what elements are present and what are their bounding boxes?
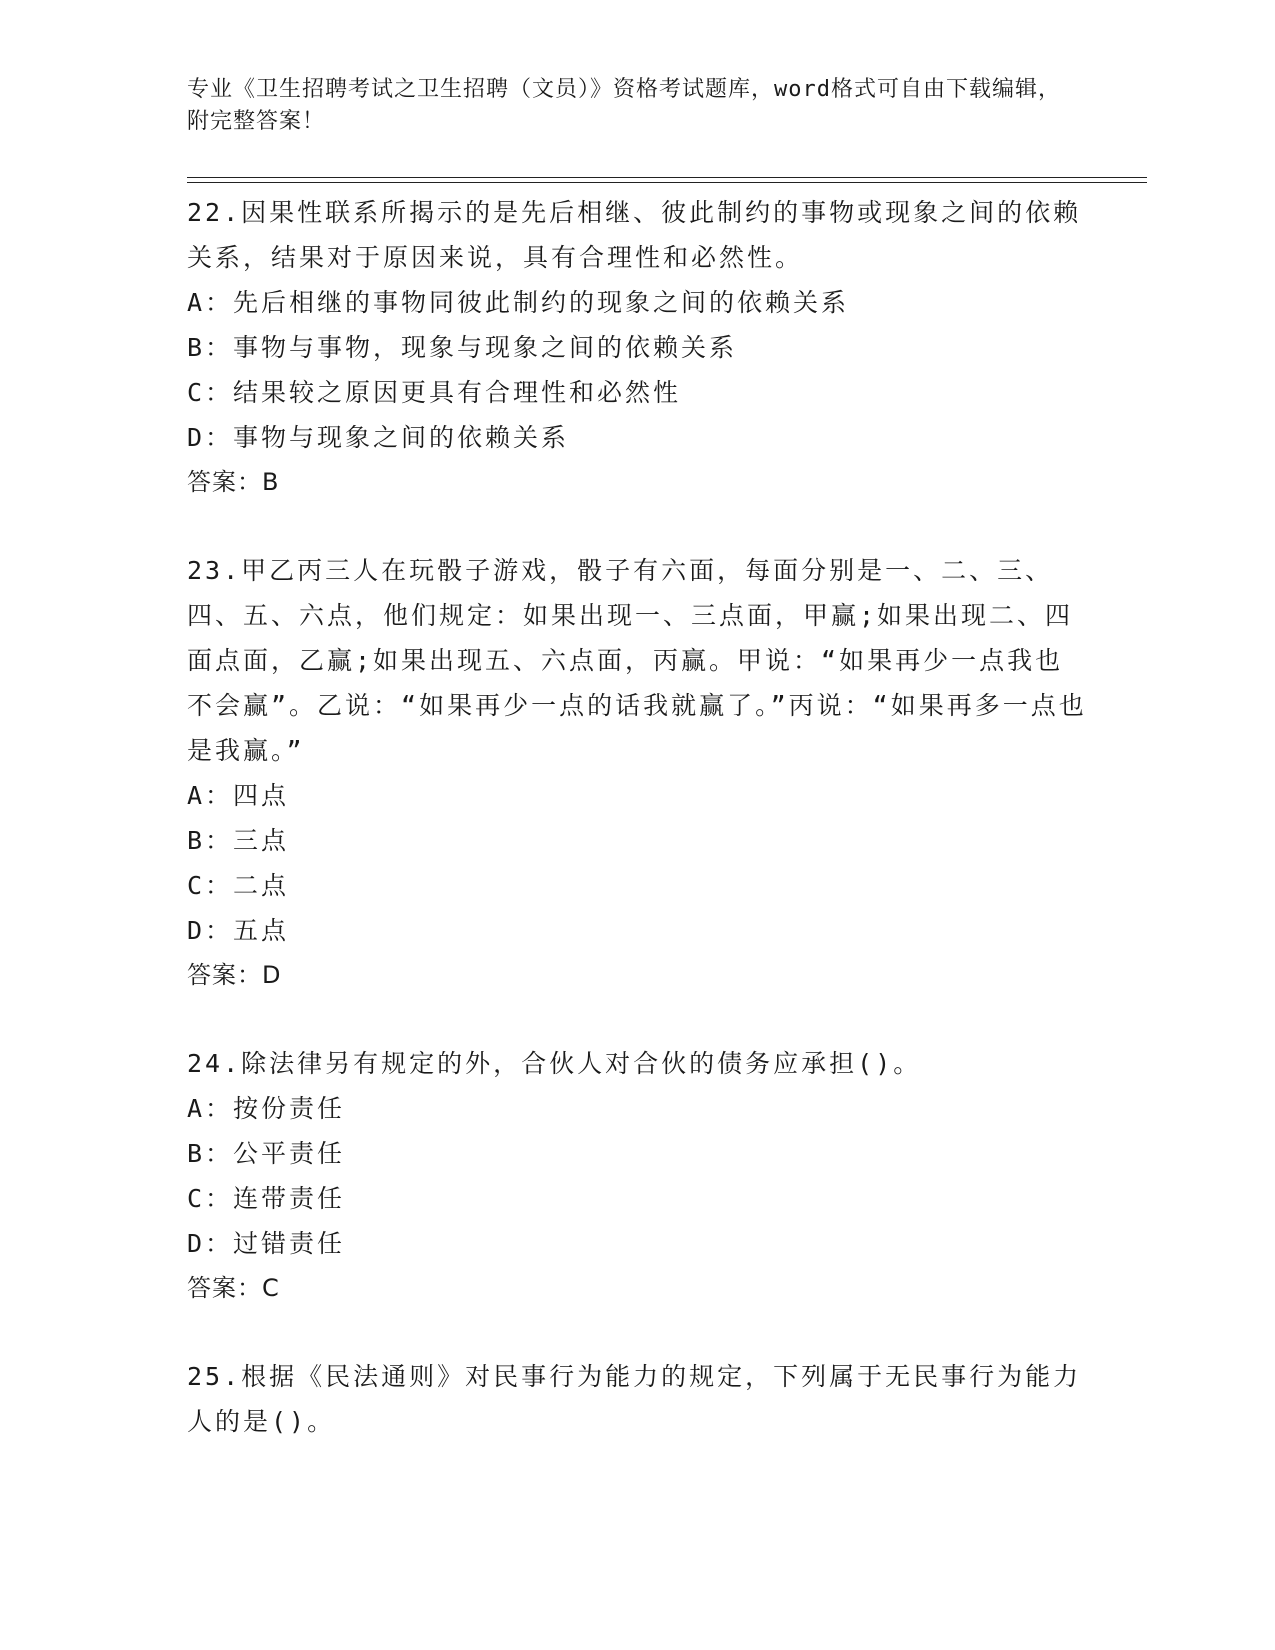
question-item <box>187 190 1087 505</box>
question-stem: 22.因果性联系所揭示的是先后相继、彼此制约的事物或现象之间的依赖关系，结果对于原因来说，具有合理性和必然性。 <box>187 198 1082 272</box>
question-stem: 24.除法律另有规定的外，合伙人对合伙的债务应承担()。 <box>187 1049 922 1078</box>
question-stem: 23.甲乙丙三人在玩骰子游戏，骰子有六面，每面分别是一、二、三、四、五、六点，他们规定：如果出现一、三点面，甲赢;如果出现二、四面点面，乙赢;如果出现五、六点面，丙赢。甲说：“如果再少一点我也不会赢”。乙说：“如果再少一点的话我就赢了。”丙说：“如果再多一点也是我赢。” <box>187 556 1087 765</box>
question-item <box>187 1354 1087 1444</box>
option-d: D：过错责任 <box>187 1229 346 1258</box>
option-d: D：事物与现象之间的依赖关系 <box>187 423 570 452</box>
header-divider-bottom <box>187 182 1147 183</box>
header-divider-top <box>187 177 1147 178</box>
question-list <box>187 190 1087 1487</box>
question-item <box>187 548 1087 998</box>
option-a: A：按份责任 <box>187 1094 346 1123</box>
option-c: C：连带责任 <box>187 1184 346 1213</box>
question-item <box>187 1041 1087 1311</box>
option-c: C：二点 <box>187 871 290 900</box>
option-b: B：三点 <box>187 826 290 855</box>
answer-line: 答案：D <box>187 961 282 989</box>
question-stem: 25.根据《民法通则》对民事行为能力的规定，下列属于无民事行为能力人的是()。 <box>187 1362 1082 1436</box>
option-a: A：先后相继的事物同彼此制约的现象之间的依赖关系 <box>187 288 850 317</box>
page-header: 专业《卫生招聘考试之卫生招聘（文员）》资格考试题库，word格式可自由下载编辑，附完整答案！ <box>187 77 1061 134</box>
option-a: A：四点 <box>187 781 290 810</box>
option-b: B：公平责任 <box>187 1139 346 1168</box>
option-b: B：事物与事物，现象与现象之间的依赖关系 <box>187 333 738 362</box>
option-c: C：结果较之原因更具有合理性和必然性 <box>187 378 682 407</box>
option-d: D：五点 <box>187 916 290 945</box>
answer-line: 答案：C <box>187 1274 280 1302</box>
answer-line: 答案：B <box>187 468 280 496</box>
